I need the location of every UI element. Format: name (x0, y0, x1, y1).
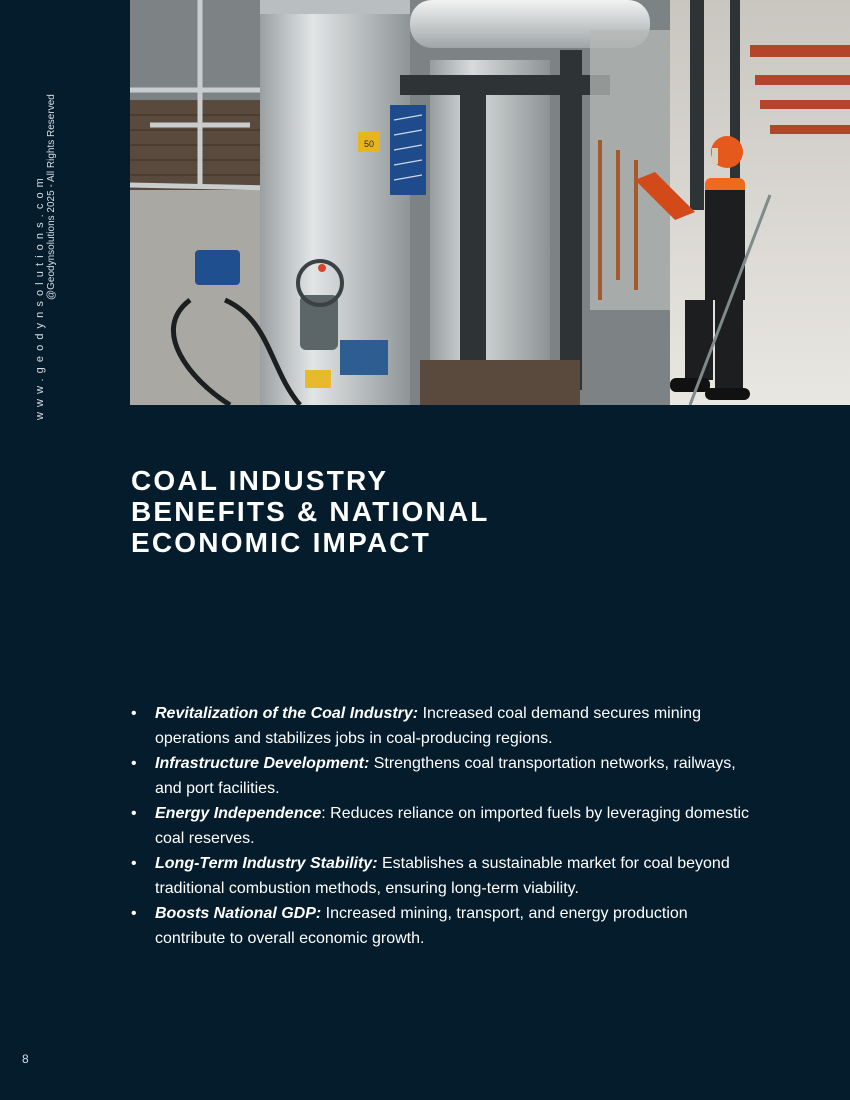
benefit-text: Increased coal demand secures mining operations and stabilizes jobs in coal-producing regions. (155, 705, 701, 747)
benefit-term: Long-Term Industry Stability: (155, 855, 378, 872)
benefit-term: Energy Independence (155, 805, 322, 822)
title-line-3: ECONOMIC IMPACT (131, 527, 432, 558)
benefit-term: Infrastructure Development: (155, 755, 370, 772)
benefit-text: Establishes a sustainable market for coal beyond traditional combustion methods, ensuring long-term viability. (155, 855, 730, 897)
copyright-notice: @Geodynsolutions 2025 - All Rights Reserved (46, 94, 57, 300)
benefit-term: Boosts National GDP: (155, 905, 322, 922)
title-line-1: COAL INDUSTRY (131, 465, 389, 496)
title-line-2: BENEFITS & NATIONAL (131, 496, 490, 527)
website-url: www.geodynsolutions.com (34, 173, 46, 420)
list-item (131, 851, 751, 901)
page-title (131, 465, 691, 558)
benefit-text: Increased mining, transport, and energy production contribute to overall economic growth. (155, 905, 688, 947)
tank-label-50: 50 (363, 139, 375, 149)
benefit-text: Strengthens coal transportation networks, railways, and port facilities. (155, 755, 736, 797)
list-item (131, 701, 751, 751)
page-number: 8 (22, 1052, 29, 1066)
benefit-term: Revitalization of the Coal Industry: (155, 705, 419, 722)
list-item (131, 751, 751, 801)
industrial-plant-photo (130, 0, 850, 405)
benefit-text: : Reduces reliance on imported fuels by leveraging domestic coal reserves. (155, 805, 750, 847)
benefits-list (131, 701, 751, 951)
list-item (131, 801, 751, 851)
list-item (131, 901, 751, 951)
